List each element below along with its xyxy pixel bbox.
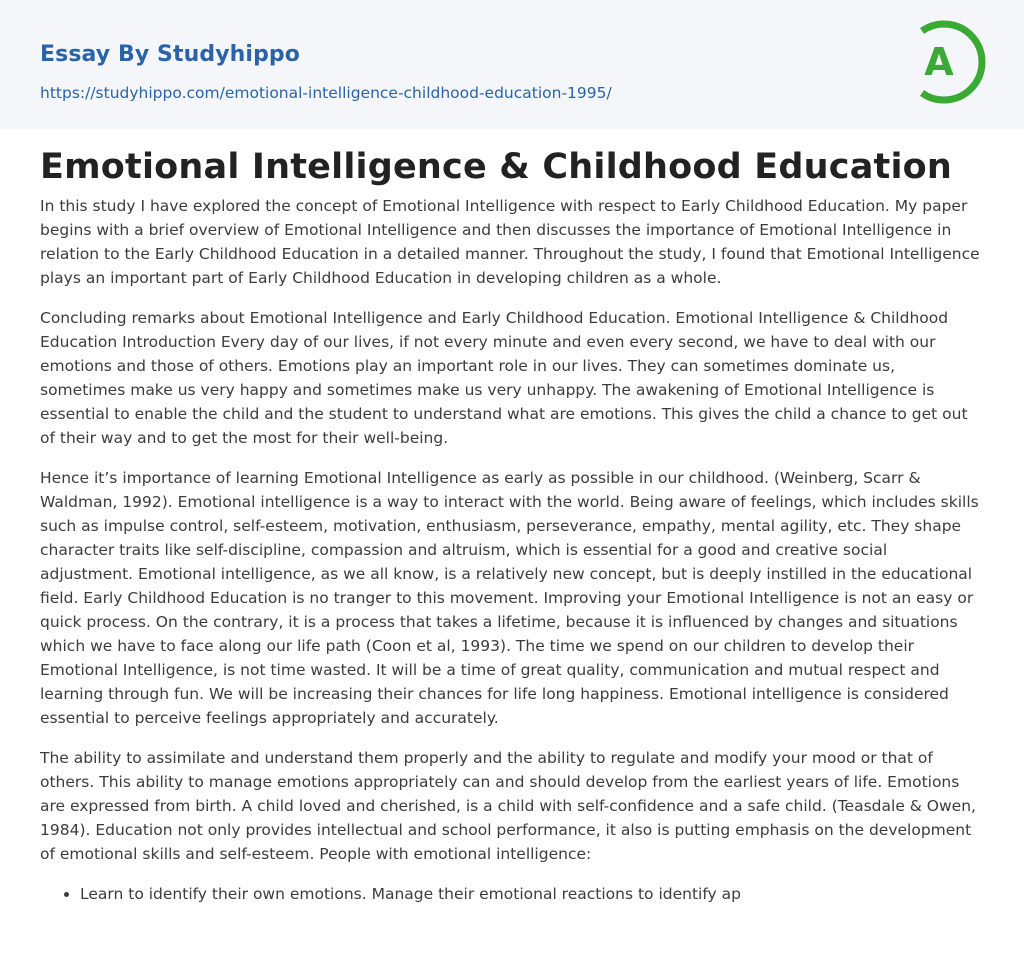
paragraph: In this study I have explored the concept of Emotional Intelligence with respect to Early Childhood Education. My paper begins with a brief overview of Emotional Intelligence and then discusses the importance of Emotional Intelligence in relation to the Early Childhood Education in a detailed manner. Throughout the study, I found that Emotional Intelligence plays an important part of Early Childhood Education in developing children as a whole. [40,197,980,287]
paragraph: Concluding remarks about Emotional Intelligence and Early Childhood Education. Emotional Intelligence & Childhood Education Introduction Every day of our lives, if not every minute and even every second, we have to deal with our emotions and those of others. Emotions play an important role in our lives. They can sometimes dominate us, sometimes make us very happy and sometimes make us very unhappy. The awakening of Emotional Intelligence is essential to enable the child and the student to understand what are emotions. This gives the child a chance to get out of their way and to get the most for their well-being. [40,309,968,447]
bullet-list [40,882,985,906]
paragraph: Hence it’s importance of learning Emotional Intelligence as early as possible in our childhood. (Weinberg, Scarr & Waldman, 1992). Emotional intelligence is a way to interact with the world. Being aware of feelings, which includes skills such as impulse control, self-esteem, motivation, enthusiasm, perseverance, empathy, mental agility, etc. They shape character traits like self-discipline, compassion and altruism, which is essential for a good and creative social adjustment. Emotional intelligence, as we all know, is a relatively new concept, but is deeply instilled in the educational field. Early Childhood Education is no tranger to this movement. Improving your Emotional Intelligence is not an easy or quick process. On the contrary, it is a process that takes a lifetime, because it is influenced by changes and situations which we have to face along our life path (Coon et al, 1993). The time we spend on our children to develop their Emotional Intelligence, is not time wasted. It will be a time of great quality, communication and mutual respect and learning through fun. We will be increasing their chances for life long happiness. Emotional intelligence is considered essential to perceive feelings appropriately and accurately. [40,469,979,727]
logo-letter: A [924,40,954,84]
list-item: • Learn to identify their own emotions. Manage their emotional reactions to identify ap [80,882,985,906]
brand-title[interactable]: Essay By Studyhippo [40,42,300,67]
paragraph: The ability to assimilate and understand them properly and the ability to regulate and modify your mood or that of others. This ability to manage emotions appropriately can and should develop from the earliest years of life. Emotions are expressed from birth. A child loved and cherished, is a child with self-confidence and a safe child. (Teasdale & Owen, 1984). Education not only provides intellectual and school performance, it also is putting emphasis on the development of emotional skills and self-esteem. People with emotional intelligence: [40,749,976,863]
article-body [40,194,985,906]
essay-url-link[interactable]: https://studyhippo.com/emotional-intelligence-childhood-education-1995/ [40,84,612,102]
page-title: Emotional Intelligence & Childhood Education [40,147,953,187]
